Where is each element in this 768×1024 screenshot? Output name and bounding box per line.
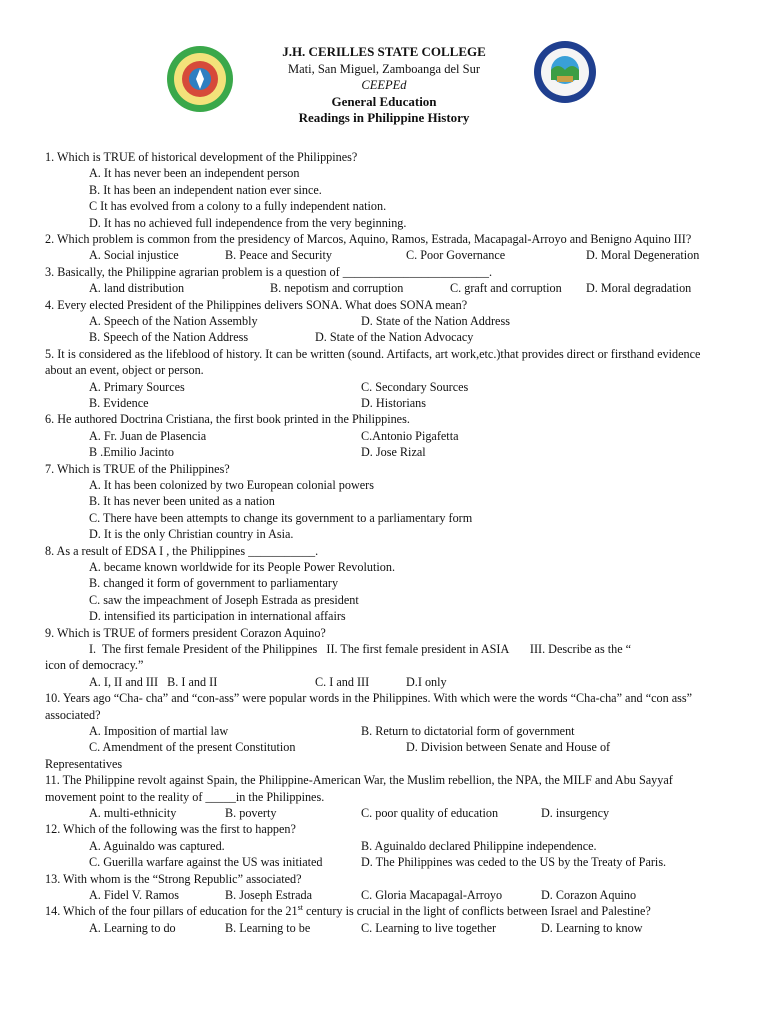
option: B. Evidence <box>89 396 149 411</box>
option: C. Learning to live together <box>361 920 497 935</box>
option: A. land distribution <box>89 281 185 296</box>
header-text-block <box>234 44 534 127</box>
option-row <box>45 444 725 460</box>
option: B. changed it form of government to parliamentary <box>89 576 339 591</box>
option-continuation: Representatives <box>45 756 123 771</box>
option: C It has evolved from a colony to a fully independent nation. <box>89 199 387 214</box>
question-stem: 1. Which is TRUE of historical development of the Philippines? <box>45 150 358 164</box>
option-row <box>45 313 725 329</box>
option-row <box>45 854 725 870</box>
option: A. multi-ethnicity <box>89 806 177 821</box>
question-stem: 11. The Philippine revolt against Spain, the Philippine-American War, the Muslim rebellion, the NPA, the MILF and Abu Sayyaf movement point to the reality of _____in the Philippines. <box>45 773 673 804</box>
question-stem: 8. As a result of EDSA I , the Philippines ___________. <box>45 543 319 558</box>
option: B. Speech of the Nation Address <box>89 330 249 345</box>
option: D. It has no achieved full independence from the very beginning. <box>89 215 407 230</box>
statement-continuation: icon of democracy.” <box>45 658 144 673</box>
option-row <box>45 674 725 690</box>
option: D. State of the Nation Advocacy <box>315 330 474 345</box>
option: A. Primary Sources <box>89 379 185 394</box>
question-stem: 9. Which is TRUE of formers president Corazon Aquino? <box>45 625 326 640</box>
option: C. saw the impeachment of Joseph Estrada as president <box>89 592 359 607</box>
option: A. It has never been an independent person <box>89 166 300 181</box>
question-stem-part: 14. Which of the four pillars of education for the 21 <box>45 904 298 919</box>
option: A. became known worldwide for its People Power Revolution. <box>89 560 395 575</box>
option: D. The Philippines was ceded to the US by the Treaty of Paris. <box>361 855 667 870</box>
question-stem: 12. Which of the following was the first to happen? <box>45 822 296 837</box>
option: D. intensified its participation in international affairs <box>89 609 346 624</box>
exam-questions <box>45 149 725 936</box>
department-name: CEEPEd <box>361 78 407 92</box>
question-stem: 13. With whom is the “Strong Republic” associated? <box>45 871 302 886</box>
document-header <box>0 40 768 140</box>
ordinal-suffix: st <box>297 903 303 913</box>
option-row <box>45 379 725 395</box>
option: B. Peace and Security <box>225 248 332 263</box>
option: A. Fidel V. Ramos <box>89 888 179 903</box>
option: D. Historians <box>361 396 426 411</box>
option: A. Fr. Juan de Plasencia <box>89 428 207 443</box>
option-row <box>45 887 725 903</box>
question-stem: 7. Which is TRUE of the Philippines? <box>45 461 230 476</box>
option: B. Aguinaldo declared Philippine independence. <box>361 838 597 853</box>
program-name: General Education <box>331 93 437 109</box>
option: B. Joseph Estrada <box>225 888 312 903</box>
option: A. I, II and III B. I and II <box>89 674 218 689</box>
question-stem: 2. Which problem is common from the presidency of Marcos, Aquino, Ramos, Estrada, Macapagal-Arroyo and Benigno Aquino III? <box>45 232 692 247</box>
option-row <box>45 395 725 411</box>
option: D. Moral Degeneration <box>586 248 700 263</box>
option: C. Guerilla warfare against the US was initiated <box>89 855 323 870</box>
option: B. Return to dictatorial form of government <box>361 724 575 739</box>
statement-line: I. The first female President of the Philippines II. The first female president in ASIA III. Describe as the “ <box>89 642 632 657</box>
college-address: Mati, San Miguel, Zamboanga del Sur <box>288 61 480 76</box>
option: B. It has been an independent nation ever since. <box>89 182 322 197</box>
option: C. There have been attempts to change its government to a parliamentary form <box>89 510 473 525</box>
option: D. It is the only Christian country in Asia. <box>89 527 294 542</box>
option-row <box>45 723 725 739</box>
option: A. Imposition of martial law <box>89 724 229 739</box>
question-stem-part: century is crucial in the light of conflicts between Israel and Palestine? <box>302 904 651 919</box>
option-row <box>45 280 725 296</box>
option: B. Learning to be <box>225 920 311 935</box>
option: C. Poor Governance <box>406 248 506 263</box>
question-stem: 6. He authored Doctrina Cristiana, the first book printed in the Philippines. <box>45 412 410 427</box>
question-stem: 10. Years ago “Cha- cha” and “con-ass” were popular words in the Philippines. With which were the words “Cha-cha” and “con ass” associated? <box>45 691 693 722</box>
option: A. It has been colonized by two European colonial powers <box>89 478 374 492</box>
option: C. Gloria Macapagal-Arroyo <box>361 888 503 903</box>
option: D. Jose Rizal <box>361 445 426 460</box>
option: B. poverty <box>225 806 277 821</box>
question-stem: 4. Every elected President of the Philippines delivers SONA. What does SONA mean? <box>45 297 468 312</box>
option: A. Learning to do <box>89 920 176 935</box>
option: A. Aguinaldo was captured. <box>89 838 225 853</box>
college-seal-logo <box>166 45 234 113</box>
option: D. Corazon Aquino <box>541 888 637 903</box>
option-row <box>45 329 725 345</box>
option: D. Moral degradation <box>586 281 692 296</box>
option: A. Speech of the Nation Assembly <box>89 314 258 329</box>
option: D. Learning to know <box>541 920 643 935</box>
option: D.I only <box>406 674 447 689</box>
option: B. It has never been united as a nation <box>89 494 275 509</box>
option: C.Antonio Pigafetta <box>361 428 459 443</box>
option: D. State of the Nation Address <box>361 314 510 329</box>
option: C. Amendment of the present Constitution <box>89 740 296 755</box>
option: B. nepotism and corruption <box>270 281 404 296</box>
college-name: J.H. CERILLES STATE COLLEGE <box>282 44 486 59</box>
option: D. Division between Senate and House of <box>406 740 611 755</box>
option-row <box>45 920 725 936</box>
option: C. I and III <box>315 674 370 689</box>
question-stem: 3. Basically, the Philippine agrarian problem is a question of ________________________. <box>45 264 493 279</box>
option-row <box>45 838 725 854</box>
department-seal-logo <box>533 40 597 104</box>
option: A. Social injustice <box>89 248 179 263</box>
option: C. poor quality of education <box>361 806 499 821</box>
option-row <box>45 739 725 755</box>
question-stem: 5. It is considered as the lifeblood of history. It can be written (sound. Artifacts, art work,etc.)that provides direct or firsthand evidence about an event, object or person. <box>45 346 701 378</box>
option: B .Emilio Jacinto <box>89 445 174 460</box>
question-stem <box>45 903 725 919</box>
option: C. Secondary Sources <box>361 379 469 394</box>
option-row <box>45 247 725 263</box>
option: C. graft and corruption <box>450 281 562 296</box>
course-title: Readings in Philippine History <box>298 110 470 125</box>
option-row <box>45 428 725 444</box>
option-row <box>45 805 725 821</box>
option: D. insurgency <box>541 806 610 821</box>
